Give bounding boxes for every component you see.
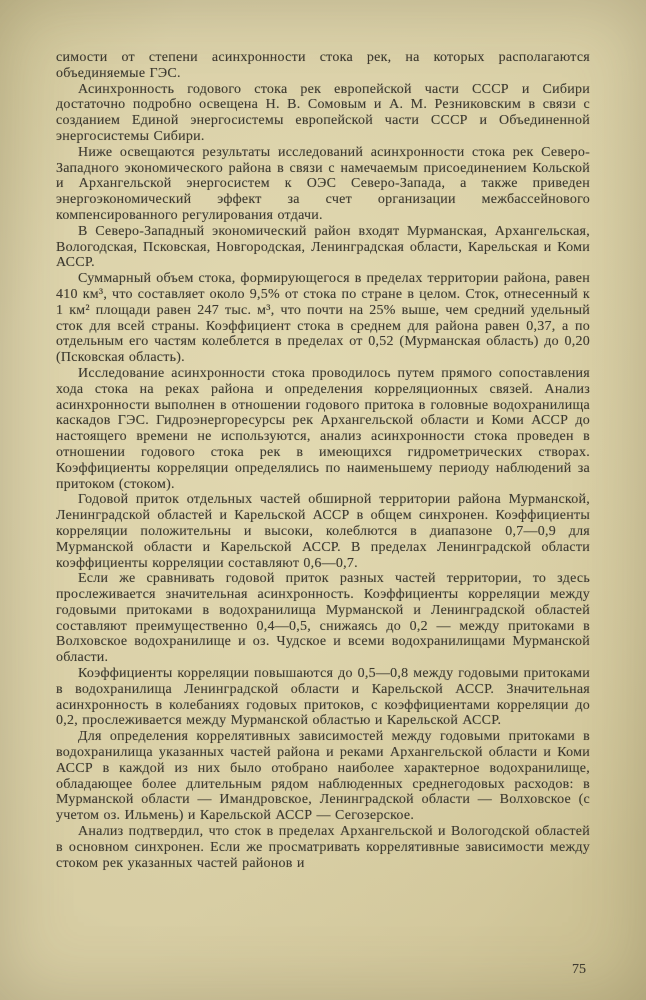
paragraph: Если же сравнивать годовой приток разных частей территории, то здесь прослеживается значительная асинхронность. Коэффициенты корреляции между годовыми притоками в водохранилища Мурманской и Ленинградской областей составляют преимущественно 0,4—0,5, снижаясь до 0,2 — между притоками в Волховское водохранилище и оз. Чудское и всеми водохранилищами Мурманской области. bbox=[56, 571, 590, 666]
paragraph: Коэффициенты корреляции повышаются до 0,5—0,8 между годовыми притоками в водохранилища Ленинградской области и Карельской АССР. Значительная асинхронность в колебаниях годовых притоков, с коэффициентами корреляции до 0,2, прослеживается между Мурманской областью и Карельской АССР. bbox=[56, 666, 590, 729]
page-number: 75 bbox=[572, 962, 586, 977]
paragraph: Анализ подтвердил, что сток в пределах Архангельской и Вологодской областей в основном синхронен. Если же просматривать коррелятивные зависимости между стоком рек указанных частей районов и bbox=[56, 824, 590, 871]
paragraph: Для определения коррелятивных зависимостей между годовыми притоками в водохранилища указанных частей района и реками Архангельской области и Коми АССР в каждой из них было отобрано наиболее характерное водохранилище, обладающее более длительным рядом наблюденных среднегодовых расходов: в Мурманской области — Имандровское, Ленинградской области — Волховское (с учетом оз. Ильмень) и Карельской АССР — Сегозерское. bbox=[56, 729, 590, 824]
paragraph: Суммарный объем стока, формирующегося в пределах территории района, равен 410 км³, что составляет около 9,5% от стока по стране в целом. Сток, отнесенный к 1 км² площади равен 247 тыс. м³, что почти на 25% выше, чем средний удельный сток для всей страны. Коэффициент стока в среднем для района равен 0,37, а по отдельным его частям колеблется в пределах от 0,52 (Мурманская область) до 0,20 (Псковская область). bbox=[56, 271, 590, 366]
paragraph: Исследование асинхронности стока проводилось путем прямого сопоставления хода стока на реках района и определения корреляционных связей. Анализ асинхронности выполнен в отношении годового притока в головные водохранилища каскадов ГЭС. Гидроэнергоресурсы рек Архангельской области и Коми АССР до настоящего времени не используются, анализ асинхронности стока проведен в отношении годового стока рек в имеющихся гидрометрических створах. Коэффициенты корреляции определялись по наименьшему периоду наблюдений за притоком (стоком). bbox=[56, 365, 590, 492]
text-column bbox=[56, 50, 590, 871]
paragraph: Асинхронность годового стока рек европейской части СССР и Сибири достаточно подробно освещена Н. В. Сомовым и А. М. Резниковским в связи с созданием Единой энергосистемы европейской части СССР и Объединенной энергосистемы Сибири. bbox=[56, 81, 590, 144]
paragraph: В Северо-Западный экономический район входят Мурманская, Архангельская, Вологодская, Псковская, Новгородская, Ленинградская области, Карельская и Коми АССР. bbox=[56, 223, 590, 271]
paragraph: Годовой приток отдельных частей обширной территории района Мурманской, Ленинградской областей и Карельской АССР в общем синхронен. Коэффициенты корреляции положительны и высоки, колеблются в диапазоне 0,7—0,9 для Мурманской области и Карельской АССР. В пределах Ленинградской области коэффициенты корреляции составляют 0,6—0,7. bbox=[56, 492, 590, 571]
paragraph: симости от степени асинхронности стока рек, на которых располагаются объединяемые ГЭС. bbox=[56, 50, 590, 81]
paragraph: Ниже освещаются результаты исследований асинхронности стока рек Северо-Западного экономического района в связи с намечаемым присоединением Кольской и Архангельской энергосистем к ОЭС Северо-Запада, а также приведен энергоэкономический эффект за счет организации межбассейнового компенсированного регулирования отдачи. bbox=[56, 144, 590, 223]
